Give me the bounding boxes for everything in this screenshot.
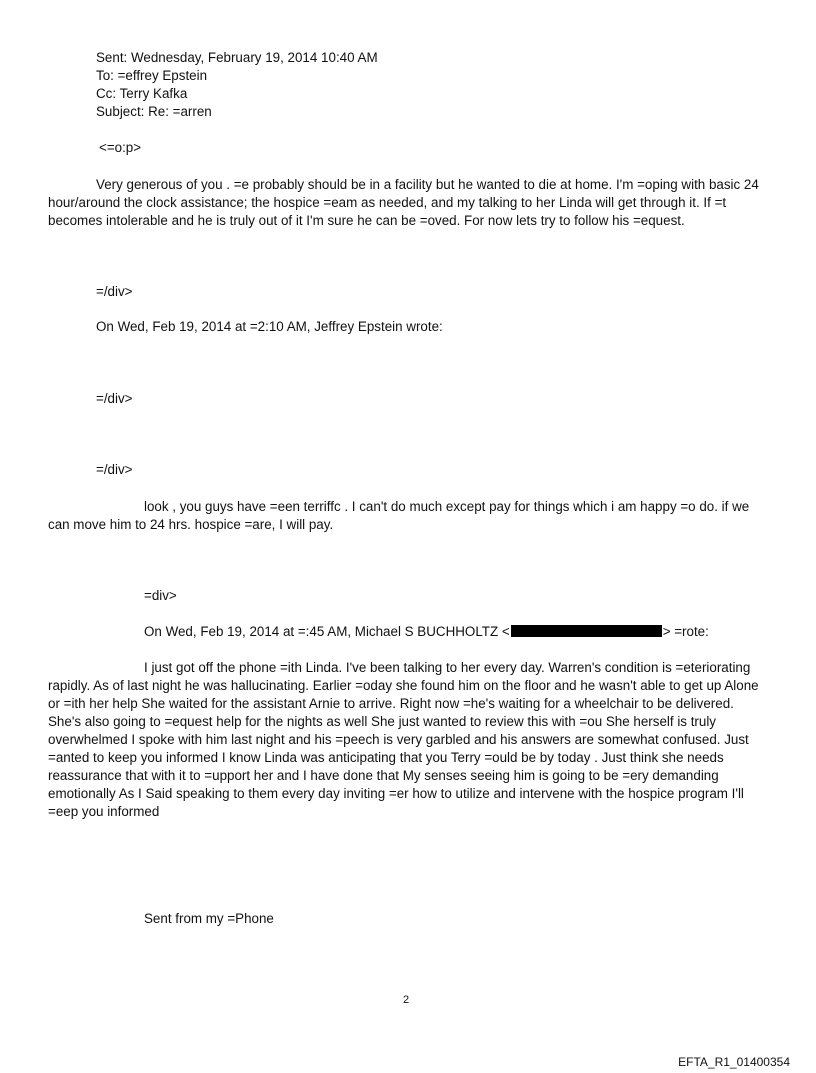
message-3-line-1: I just got off the phone =ith Linda. I've been talking to her every day. Warren's condition is =eteriorating bbox=[144, 660, 751, 675]
email-cc-line: Cc: Terry Kafka bbox=[96, 86, 188, 101]
redaction-bar bbox=[511, 625, 662, 637]
quote-header-1: On Wed, Feb 19, 2014 at =2:10 AM, Jeffrey Epstein wrote: bbox=[96, 319, 443, 334]
message-3-line-2: rapidly. As of last night he was hallucinating. Earlier =oday she found him on the floor and he wasn't able to get up Alone bbox=[48, 678, 759, 693]
page-number: 2 bbox=[403, 994, 410, 1006]
quote-header-2-prefix: On Wed, Feb 19, 2014 at =:45 AM, Michael S BUCHHOLTZ < bbox=[144, 624, 510, 639]
div-open-tag: =div> bbox=[144, 588, 177, 603]
div-close-tag-1: =/div> bbox=[96, 284, 133, 299]
message-3-line-5: overwhelmed I spoke with him last night and his =peech is very garbled and his answers are somewhat confused. Just bbox=[48, 732, 749, 747]
reply-2-line-1: look , you guys have =een terriffc . I can't do much except pay for things which i am happy =o do. if we bbox=[144, 499, 750, 514]
message-3-line-3: or =ith her help She waited for the assistant Arnie to arrive. Right now =he's waiting for a wheelchair to be delivered. bbox=[48, 696, 734, 711]
reply-1-line-1: Very generous of you . =e probably should be in a facility but he wanted to die at home. I'm =oping with basic 24 bbox=[96, 177, 759, 192]
message-3-line-6: =anted to keep you informed I know Linda was anticipating that you Terry =ould be by today . Just think she needs bbox=[48, 750, 724, 765]
email-subject-line: Subject: Re: =arren bbox=[96, 104, 212, 119]
email-to-line: To: =effrey Epstein bbox=[96, 68, 208, 83]
email-sent-line: Sent: Wednesday, February 19, 2014 10:40 AM bbox=[96, 50, 378, 65]
message-3-line-4: She's also going to =equest help for the nights as well She just wanted to review this with =ou She herself is truly bbox=[48, 714, 717, 729]
message-3-line-9: =eep you informed bbox=[48, 804, 160, 819]
reply-2-line-2: can move him to 24 hrs. hospice =are, I will pay. bbox=[48, 517, 334, 532]
div-close-tag-2: =/div> bbox=[96, 391, 133, 406]
message-3-line-7: reassurance that with it to =upport her and I have done that My senses seeing him is going to be =ery demanding bbox=[48, 768, 719, 783]
bates-number: EFTA_R1_01400354 bbox=[678, 1055, 790, 1069]
signature-line: Sent from my =Phone bbox=[144, 911, 274, 926]
reply-1-line-3: becomes intolerable and he is truly out of it I'm sure he can be =oved. For now lets try to follow his =equest. bbox=[48, 213, 685, 228]
quote-header-2 bbox=[144, 623, 709, 641]
message-3-line-8: emotionally As I Said speaking to them every day inviting =er how to utilize and intervene with the hospice program I'll bbox=[48, 786, 744, 801]
div-close-tag-3: =/div> bbox=[96, 462, 133, 477]
reply-1-line-2: hour/around the clock assistance; the hospice =eam as needed, and my talking to her Linda will get through it. If =t bbox=[48, 195, 727, 210]
quote-header-2-suffix: > =rote: bbox=[662, 624, 709, 639]
op-tag-text: <=o:p> bbox=[99, 140, 142, 155]
